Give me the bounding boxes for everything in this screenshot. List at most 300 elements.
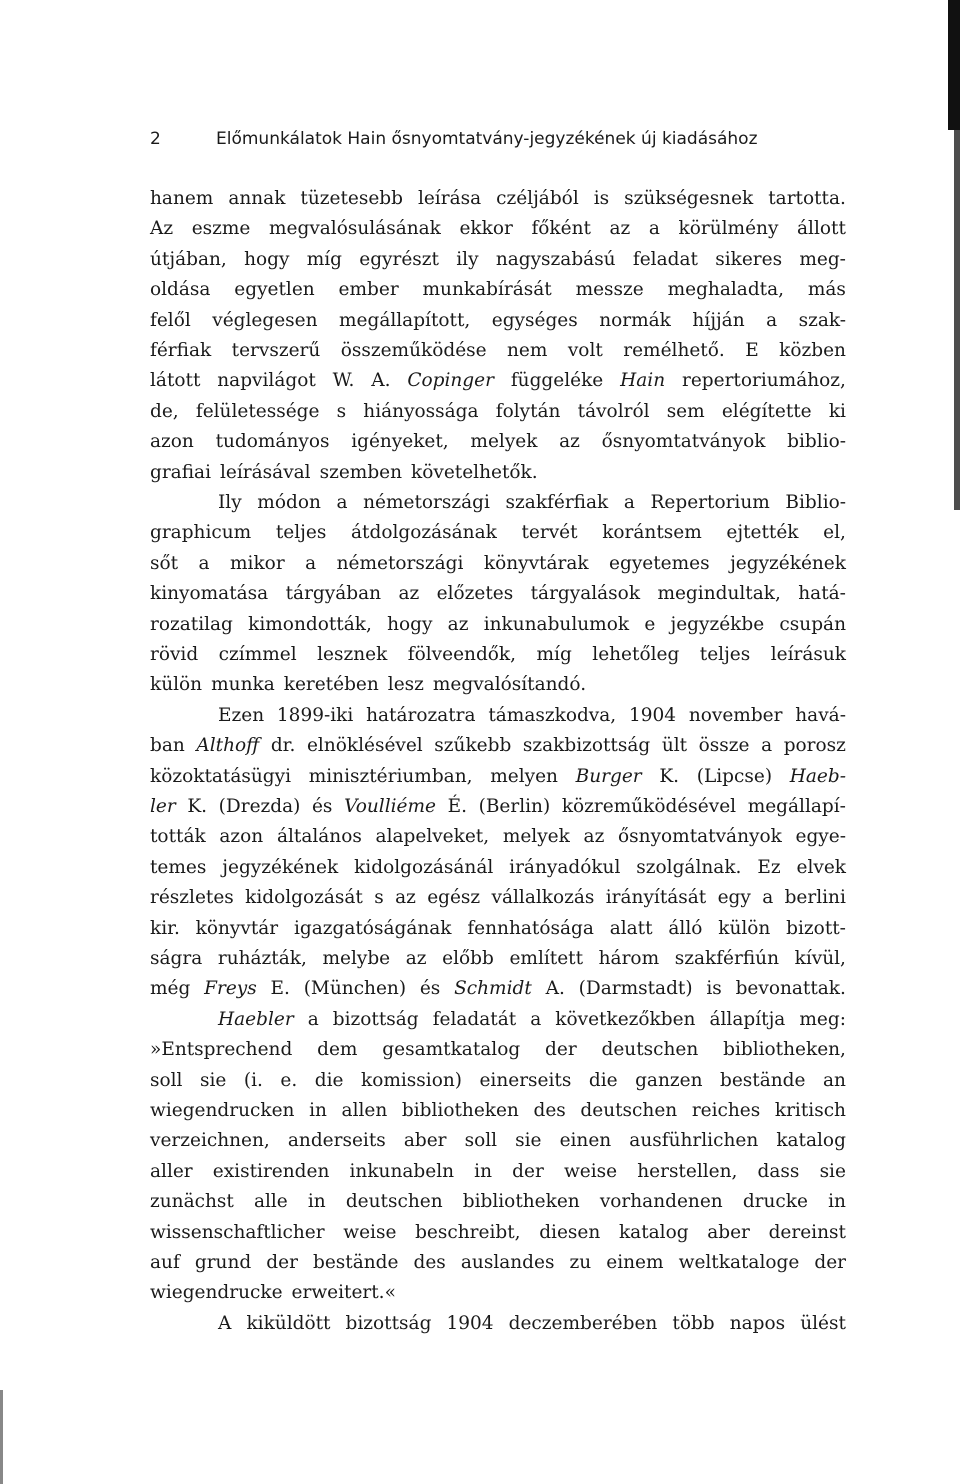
text-line <box>150 639 846 671</box>
word: der <box>814 1252 846 1273</box>
word: Biblio- <box>785 492 846 513</box>
word: ült <box>661 735 688 757</box>
word: bibliotheken, <box>723 1039 846 1061</box>
word: bestände <box>720 1069 806 1091</box>
word: kimondották, <box>248 613 372 635</box>
word: weltkataloge <box>678 1252 800 1273</box>
word: fennhatósága <box>467 917 594 939</box>
word: egységes <box>491 309 578 331</box>
text-line <box>150 365 846 397</box>
word: einerseits <box>479 1069 572 1091</box>
word: összeműködése <box>340 340 487 361</box>
word: az <box>398 583 420 605</box>
word: ki <box>828 400 846 422</box>
word: jegyzékbe <box>670 613 765 635</box>
word: a <box>762 887 774 909</box>
word: előzetes <box>436 583 514 605</box>
word: kívül, <box>794 948 846 969</box>
word: hatá- <box>798 583 846 605</box>
word: alle <box>253 1191 288 1213</box>
word: megindultak, <box>657 583 781 605</box>
word: azon <box>150 431 194 453</box>
word: tartotta. <box>768 188 846 209</box>
word: egy <box>717 887 751 909</box>
word: tudományos <box>215 431 330 453</box>
word: ban <box>150 735 185 757</box>
word: útjában, <box>150 248 227 270</box>
word: einem <box>606 1252 664 1273</box>
italic-word: Haebler <box>218 1008 294 1030</box>
text-line <box>150 274 846 306</box>
word: lesz <box>387 674 424 696</box>
word: eszme <box>191 218 251 240</box>
word: felől <box>150 309 191 331</box>
text-line <box>150 973 846 1005</box>
word: megállapí- <box>747 796 846 817</box>
word: közben <box>779 340 846 361</box>
word: a <box>305 552 317 574</box>
italic-word: Voulliéme <box>344 796 436 817</box>
word: míg <box>536 644 572 665</box>
word: in <box>309 1100 327 1121</box>
italic-word: Burger <box>575 765 642 787</box>
word: kidolgozásánál <box>354 856 494 878</box>
word: auf <box>150 1252 180 1273</box>
word: közoktatásügyi <box>150 765 291 787</box>
text-line <box>150 183 846 215</box>
word: normák <box>599 309 671 331</box>
word: dass <box>757 1160 800 1182</box>
word: az <box>609 218 631 240</box>
word: katalog <box>618 1221 689 1243</box>
word: nem <box>507 340 548 361</box>
word: módon <box>257 492 321 513</box>
word: a <box>766 309 778 331</box>
text-line <box>150 882 846 914</box>
italic-word: Copinger <box>407 370 494 392</box>
word: könyvtárak <box>483 552 589 574</box>
word: a <box>307 1008 319 1030</box>
word: a <box>648 218 660 240</box>
word: az <box>447 613 469 635</box>
word: csupán <box>779 613 846 635</box>
word: össze <box>698 735 750 757</box>
word: e. <box>280 1069 298 1091</box>
word: biblio- <box>787 431 846 453</box>
word: leírása <box>417 188 482 209</box>
word: weise <box>343 1221 397 1243</box>
text-line <box>218 700 846 732</box>
word: kinyomatása <box>150 583 269 605</box>
text-line <box>150 548 846 580</box>
word: die <box>314 1069 344 1091</box>
word: elvek <box>796 856 846 878</box>
text-line <box>150 821 846 853</box>
word: weise <box>563 1160 618 1182</box>
page-number: 2 <box>150 129 161 149</box>
text-line <box>150 1065 846 1097</box>
word: bibliotheken <box>462 1191 580 1213</box>
word: (Berlin) <box>478 796 551 817</box>
word: lehetőleg <box>592 644 680 665</box>
text-line <box>150 426 846 458</box>
word: meg- <box>799 248 846 270</box>
word: »Entsprechend <box>150 1039 293 1061</box>
word: előbb <box>442 948 494 969</box>
word: szűkebb <box>434 735 512 757</box>
word: zunächst <box>150 1191 234 1213</box>
word: ősnyomtatványok <box>601 431 766 453</box>
word: verzeichnen, <box>150 1130 270 1152</box>
word: az <box>395 887 416 909</box>
word: el, <box>823 522 846 544</box>
word: külön <box>150 674 203 696</box>
word: keretében <box>283 674 379 696</box>
word: die <box>588 1069 618 1091</box>
word: a <box>623 492 635 513</box>
word: a <box>761 735 773 757</box>
text-line <box>150 1125 846 1157</box>
word: aller <box>150 1160 193 1182</box>
word: grafiai <box>150 461 212 483</box>
word: wiegendrucken <box>150 1100 295 1121</box>
word: bibliotheken <box>401 1100 519 1121</box>
word: feladatát <box>432 1008 517 1030</box>
word: hogy <box>387 613 433 635</box>
word: sie <box>819 1160 846 1182</box>
word: auslandes <box>460 1252 555 1273</box>
word: jegyzékének <box>222 856 339 878</box>
word: megvalósítandó. <box>432 674 587 696</box>
text-line <box>150 213 846 245</box>
text-line <box>150 791 846 823</box>
scan-edge-right-lower <box>954 130 960 510</box>
word: remélhető. <box>623 340 725 361</box>
word: Ily <box>218 492 242 513</box>
word: rövid <box>150 644 199 665</box>
word: dr. <box>270 735 296 757</box>
word: hanem <box>150 188 214 209</box>
word: melyek <box>502 826 570 848</box>
word: ganzen <box>635 1069 703 1091</box>
word: munka <box>211 674 275 696</box>
word: tüzetesebb <box>300 188 403 209</box>
word: ülést <box>800 1312 846 1334</box>
word: is <box>593 188 610 209</box>
word: szükségesnek <box>624 188 754 209</box>
text-line <box>150 1217 846 1249</box>
word: herstellen, <box>637 1160 738 1182</box>
word: megvalósulásának <box>268 218 441 240</box>
word: szakbizottság <box>522 735 651 757</box>
word: hiányossága <box>363 400 479 422</box>
word: einen <box>559 1130 612 1152</box>
text-line <box>150 1277 846 1309</box>
word: folytán <box>495 400 561 422</box>
text-line <box>150 730 846 762</box>
word: reiches <box>691 1100 761 1121</box>
word: külön <box>718 917 771 939</box>
scan-edge-left <box>0 1390 3 1484</box>
text-line <box>218 1004 846 1036</box>
word: annak <box>228 188 286 209</box>
word: elégítette <box>721 400 812 422</box>
word: állott <box>797 218 846 240</box>
word: egyetlen <box>234 279 315 301</box>
word: leírásával <box>220 461 311 483</box>
text-line <box>150 852 846 884</box>
word: K. <box>659 765 680 787</box>
text-line <box>150 335 846 367</box>
word: leírásuk <box>770 644 846 665</box>
word: sőt <box>150 552 179 574</box>
word: véglegesen <box>212 309 318 331</box>
word: bevonattak. <box>735 978 846 1000</box>
word: általános <box>276 826 362 848</box>
word: tárgyalások <box>530 583 641 605</box>
word: czéljából <box>496 188 579 209</box>
word: feladat <box>632 248 698 270</box>
word: (Lipcse) <box>696 765 773 787</box>
word: ekkor <box>459 218 513 240</box>
word: napvilágot <box>217 370 316 392</box>
word: tervszerű <box>231 340 321 361</box>
word: inkunabulumok <box>483 613 630 635</box>
word: teljes <box>275 522 327 544</box>
word: anderseits <box>287 1130 386 1152</box>
text-line <box>150 913 846 945</box>
word: kritisch <box>774 1100 846 1121</box>
word: s <box>336 400 347 422</box>
word: gesamtkatalog <box>382 1039 521 1061</box>
word: irányadókul <box>509 856 621 878</box>
word: szak- <box>798 309 846 331</box>
word: ember <box>338 279 399 301</box>
word: (Drezda) <box>218 796 301 817</box>
word: messze <box>575 279 644 301</box>
text-line <box>150 1034 846 1066</box>
word: melyen <box>490 765 558 787</box>
word: azon <box>219 826 264 848</box>
word: igazgatóságának <box>293 917 452 939</box>
word: több <box>672 1312 715 1334</box>
word: de, <box>150 400 179 422</box>
word: (München) <box>303 978 407 1000</box>
word: aber <box>403 1130 447 1152</box>
word: közreműködésével <box>561 796 737 817</box>
scan-edge-right <box>948 0 960 130</box>
word: alatt <box>609 917 653 939</box>
word: kiküldött <box>246 1312 331 1334</box>
word: volt <box>567 340 603 361</box>
word: des <box>533 1100 566 1121</box>
word: s <box>374 887 384 909</box>
word: sem <box>666 400 705 422</box>
italic-word: Haeb- <box>789 765 846 787</box>
word: függeléke <box>510 370 604 392</box>
word: bizottság <box>332 1008 419 1030</box>
word: E <box>745 340 759 361</box>
word: fölveendők, <box>407 644 517 665</box>
word: álló <box>668 917 703 939</box>
word: 1904 <box>628 704 677 726</box>
word: sie <box>515 1130 542 1152</box>
word: más <box>807 279 846 301</box>
word: deutschen <box>345 1191 443 1213</box>
text-line <box>150 457 846 489</box>
word: komission) <box>360 1069 462 1091</box>
word: felületessége <box>195 400 320 422</box>
word: mikor <box>230 552 285 574</box>
word: rozatilag <box>150 613 233 635</box>
word: alapelveket, <box>375 826 490 848</box>
text-line <box>218 1308 846 1340</box>
italic-word: Hain <box>620 370 666 392</box>
word: deutschen <box>580 1100 678 1121</box>
word: átdolgozásának <box>351 522 497 544</box>
word: szemben <box>319 461 403 483</box>
word: ősnyomtatványok <box>618 826 782 848</box>
word: kidolgozását <box>245 887 363 909</box>
word: állapítja <box>709 1008 786 1030</box>
word: allen <box>341 1100 388 1121</box>
word: deutschen <box>601 1039 699 1061</box>
word: hogy <box>244 248 290 270</box>
word: grund <box>194 1252 252 1273</box>
text-line <box>150 396 846 428</box>
italic-word: Schmidt <box>454 978 532 1000</box>
text-line <box>150 1186 846 1218</box>
italic-word: Freys <box>204 978 257 1000</box>
word: irányítását <box>605 887 707 909</box>
word: meghaladta, <box>667 279 785 301</box>
word: dereinst <box>768 1221 846 1243</box>
word: tották <box>150 826 206 848</box>
word: november <box>688 704 783 726</box>
text-line <box>150 1247 846 1279</box>
italic-word: ler <box>150 796 176 817</box>
word: vorhandenen <box>599 1191 723 1213</box>
word: egye- <box>795 826 846 848</box>
word: egyetemes <box>609 552 710 574</box>
word: des <box>413 1252 446 1273</box>
word: bestände <box>312 1252 399 1273</box>
word: wissenschaftlicher <box>150 1221 325 1243</box>
word: ily <box>456 248 479 270</box>
word: nagyszabású <box>495 248 616 270</box>
word: E. <box>270 978 290 1000</box>
word: Az <box>150 218 174 240</box>
word: követelhetők. <box>411 461 538 483</box>
text-line <box>150 305 846 337</box>
word: A <box>218 1312 232 1334</box>
word: lesznek <box>317 644 388 665</box>
word: W. <box>332 370 355 392</box>
word: existirenden <box>212 1160 330 1182</box>
word: dem <box>317 1039 358 1061</box>
text-line <box>150 609 846 641</box>
word: bizott- <box>786 917 846 939</box>
word: még <box>150 978 191 1000</box>
word: Ez <box>757 856 781 878</box>
word: vállalkozás <box>491 887 595 909</box>
word: elnöklésével <box>306 735 423 757</box>
word: der <box>266 1252 298 1273</box>
word: igényeket, <box>351 431 449 453</box>
word: említett <box>509 948 584 969</box>
word: szolgálnak. <box>636 856 742 878</box>
word: sie <box>199 1069 227 1091</box>
word: a <box>198 552 210 574</box>
word: in <box>307 1191 326 1213</box>
word: tárgyában <box>285 583 382 605</box>
word: soll <box>464 1130 498 1152</box>
word: egyrészt <box>359 248 439 270</box>
italic-word: Althoff <box>196 735 260 757</box>
word: A. <box>371 370 391 392</box>
word: katalog <box>776 1130 846 1152</box>
text-line <box>150 517 846 549</box>
word: ságra <box>150 948 203 969</box>
word: in <box>828 1191 846 1213</box>
word: graphicum <box>150 522 252 544</box>
word: a <box>530 1008 542 1030</box>
word: drucke <box>742 1191 808 1213</box>
word: távolról <box>577 400 650 422</box>
word: erweitert.« <box>291 1282 396 1304</box>
word: meg: <box>799 1008 846 1030</box>
running-title: Előmunkálatok Hain ősnyomtatvány-jegyzékének új kiadásához <box>216 129 758 149</box>
word: É. <box>447 796 467 817</box>
running-header <box>150 124 850 154</box>
word: wiegendrucke <box>150 1282 283 1304</box>
word: ausführlichen <box>629 1130 759 1152</box>
text-line <box>218 487 846 519</box>
word: der <box>545 1039 577 1061</box>
word: berlini <box>784 887 846 909</box>
word: könyvtár <box>195 917 279 939</box>
word: körülmény <box>678 218 779 240</box>
word: temes <box>150 856 207 878</box>
word: porosz <box>783 735 846 757</box>
word: bizottság <box>345 1312 432 1334</box>
word: havá- <box>795 704 846 726</box>
text-line <box>150 1095 846 1127</box>
word: sikeres <box>715 248 783 270</box>
word: inkunabeln <box>349 1160 455 1182</box>
word: e <box>644 613 656 635</box>
word: der <box>512 1160 544 1182</box>
word: czímmel <box>218 644 297 665</box>
word: míg <box>306 248 342 270</box>
word: részletes <box>150 887 234 909</box>
word: három <box>598 948 660 969</box>
word: napos <box>729 1312 786 1334</box>
word: az <box>583 826 605 848</box>
word: oldása <box>150 279 211 301</box>
word: A. <box>545 978 565 1000</box>
word: is <box>706 978 722 1000</box>
word: az <box>405 948 427 969</box>
word: melybe <box>322 948 391 969</box>
word: 1904 <box>446 1312 494 1334</box>
word: minisztériumban, <box>308 765 473 787</box>
word: kir. <box>150 917 180 939</box>
word: ruházták, <box>217 948 307 969</box>
word: ejtették <box>726 522 799 544</box>
word: soll <box>150 1069 183 1091</box>
word: in <box>474 1160 493 1182</box>
